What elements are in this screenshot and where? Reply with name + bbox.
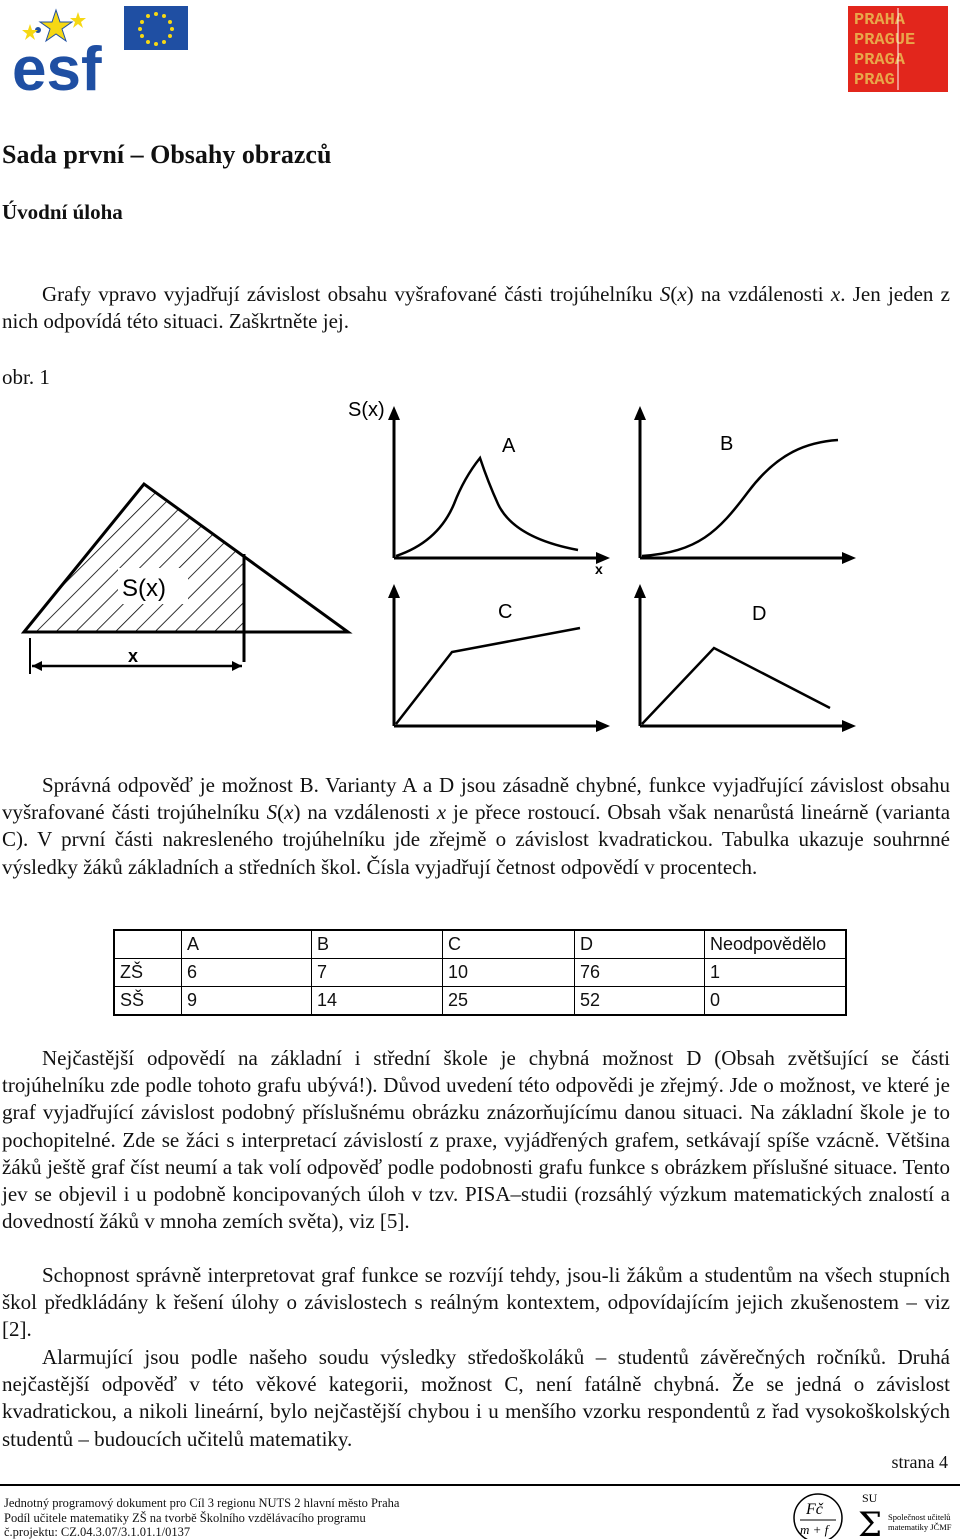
footer-divider [0, 1484, 960, 1486]
table-header-cell: D [575, 930, 705, 959]
jcmf-formula-logo [794, 1494, 842, 1539]
su-logo-line-1: Společnost učitelů [888, 1512, 951, 1522]
intro-text-3: Jen jeden z nich odpovídá této situaci. Zaškrtněte jej. [2, 282, 951, 334]
su-logo-line-2: matematiky JČMF [888, 1522, 952, 1532]
table-cell: 6 [182, 959, 312, 987]
graph-a-x-label: x [595, 561, 603, 577]
table-cell: 14 [312, 987, 443, 1016]
table-cell: SŠ [114, 987, 182, 1016]
graph-a [388, 406, 610, 577]
discussion-text-2: Schopnost správně interpretovat graf funkce se rozvíjí tehdy, jsou-li žákům a studentům na všech stupních škol předkládány k řešení úlohy o závislostech s reálným kontextem, odpovídajícím jejich zkušenostem – viz [2]. [2, 1263, 950, 1342]
table-cell: 52 [575, 987, 705, 1016]
results-table [113, 929, 847, 1016]
praha-logo-line-4: PRAG [854, 71, 895, 90]
graph-c [388, 584, 610, 732]
table-cell: 9 [182, 987, 312, 1016]
praha-logo-line-1: PRAHA [854, 11, 906, 30]
footer-text [4, 1496, 399, 1540]
discussion-paragraph-3 [2, 1344, 950, 1453]
discussion-paragraph-1 [2, 1045, 950, 1235]
table-row [114, 987, 846, 1016]
figure-caption: obr. 1 [2, 365, 50, 389]
table-cell: 10 [443, 959, 575, 987]
table-header-cell: A [182, 930, 312, 959]
su-logo-text: SU [862, 1491, 878, 1505]
answer-text-1: Správná odpověď je možnost B. Varianty A a D jsou zásadně chybné, funkce vyjadřující závislost obsahu vyšrafované části trojúhelníku [2, 773, 950, 825]
figure-graphs [18, 392, 868, 744]
answer-math-s: S [266, 800, 278, 825]
formula-logo-bottom: m + f [800, 1522, 829, 1537]
dimension-x-label: x [128, 646, 139, 666]
footer-logos [790, 1490, 960, 1539]
intro-math-x2: x [830, 282, 841, 306]
page-title: Sada první – Obsahy obrazců [2, 140, 332, 169]
esf-logo [8, 4, 190, 96]
graph-d-label: D [752, 603, 767, 625]
praha-logo-line-2: PRAGUE [854, 31, 916, 50]
esf-logo-text: esf [12, 35, 102, 96]
graph-b [634, 406, 856, 564]
table-header-cell: Neodpovědělo [705, 930, 847, 959]
table-header-row [114, 930, 846, 959]
table-cell: 0 [705, 987, 847, 1016]
table-header-cell: C [443, 930, 575, 959]
formula-logo-top: Fč [806, 1501, 823, 1518]
sigma-icon: Σ [858, 1505, 883, 1539]
intro-text-1: Grafy vpravo vyjadřují závislost obsahu vyšrafované části trojúhelníku [42, 282, 653, 306]
table-cell: 1 [705, 959, 847, 987]
graph-c-label: C [498, 601, 513, 623]
table-cell: 25 [443, 987, 575, 1016]
footer-line-3: č.projektu: CZ.04.3.07/3.1.01.1/0137 [4, 1525, 191, 1539]
table-row [114, 959, 846, 987]
discussion-paragraph-2 [2, 1262, 950, 1344]
page-number: strana 4 [891, 1452, 948, 1472]
triangle-figure [18, 472, 348, 674]
answer-text-3: je přece rostoucí. Obsah však nenarůstá lineárně (varianta C). V první části nakresleného trojúhelníku jde zřejmě o závislost kvadratickou. Tabulka ukazuje souhrnné výsledky žáků základních a středních škol. Čísla vyjadřují četnost odpovědí v procentech. [2, 800, 951, 879]
discussion-text-1: Nejčastější odpovědí na základní i střední škole je chybná možnost D (Obsah zvětšující se části trojúhelníku zde podle tohoto grafu ubývá!). Důvod uvedení této odpovědi je zřejmý. Jde o možnost, ve které je graf vyjadřující závislost podobný příslušnému obrázku znázorňujícímu danou situaci. Na základní škole je to pochopitelné. Zde se žáci s interpretací závislostí z praxe, vyjádřených grafem, setkávají spíše vzácně. Většina žáků ještě graf číst neumí a tak volí odpověď podle podobnosti grafu funkce s obrázkem příslušné situace. Tento jev se objevil i u podobně koncipovaných úloh v tzv. PISA–studii (rozsáhlý výzkum matematických znalostí a dovedností žáků v mnoha zemích světa), viz [5]. [2, 1046, 950, 1234]
graph-b-label: B [720, 433, 734, 455]
intro-math-x1: x [677, 282, 687, 306]
table-cell: 7 [312, 959, 443, 987]
answer-paragraph: Správná odpověď je možnost B. Varianty A a D jsou zásadně chybné, funkce vyjadřující závislost obsahu vyšrafované části trojúhelníku S(x) na vzdálenosti x je přece rostoucí. Obsah však nenarůstá lineárně (varianta C). V první části nakresleného trojúhelníku jde zřejmě o závislost kvadratickou. Tabulka ukazuje souhrnné výsledky žáků základních a středních škol. Čísla vyjadřují četnost odpovědí v procentech. [2, 773, 951, 879]
graph-d [634, 584, 856, 732]
praha-logo [848, 6, 948, 92]
table-cell: 76 [575, 959, 705, 987]
intro-text-2: na vzdálenosti [700, 282, 824, 306]
answer-text-2: na vzdálenosti [307, 800, 430, 825]
table-header-cell [114, 930, 182, 959]
graph-a-label: A [502, 435, 516, 457]
discussion-text-3: Alarmující jsou podle našeho soudu výsledky středoškoláků – studentů závěrečných ročníků. Druhá nejčastější odpověď v této věkové kategorii, možnost C, není fatálně chybná. Že se jedná o závislost kvadratickou, a nikoli lineární, bylo nejčastější chybou i u menšího vzorku respondentů z řad vysokoškolských studentů – budoucích učitelů matematiky. [2, 1345, 950, 1451]
intro-math-s: S [659, 282, 671, 306]
graph-axis-label: S(x) [348, 399, 385, 421]
su-logo [858, 1491, 952, 1539]
footer-line-2: Podíl učitele matematiky ZŠ na tvorbě Školního vzdělávacího programu [4, 1510, 366, 1525]
table-cell: ZŠ [114, 959, 182, 987]
answer-math-x1: x [284, 800, 294, 825]
triangle-area-label: S(x) [122, 575, 166, 602]
answer-math-x2: x [436, 800, 447, 825]
praha-logo-line-3: PRAGA [854, 51, 906, 70]
section-subtitle: Úvodní úloha [2, 200, 123, 224]
table-header-cell: B [312, 930, 443, 959]
intro-paragraph: Grafy vpravo vyjadřují závislost obsahu vyšrafované části trojúhelníku S(x) na vzdálenosti x. Jen jeden z nich odpovídá této situaci. Zaškrtněte jej. [2, 282, 951, 334]
footer-line-1: Jednotný programový dokument pro Cíl 3 regionu NUTS 2 hlavní město Praha [4, 1496, 400, 1510]
